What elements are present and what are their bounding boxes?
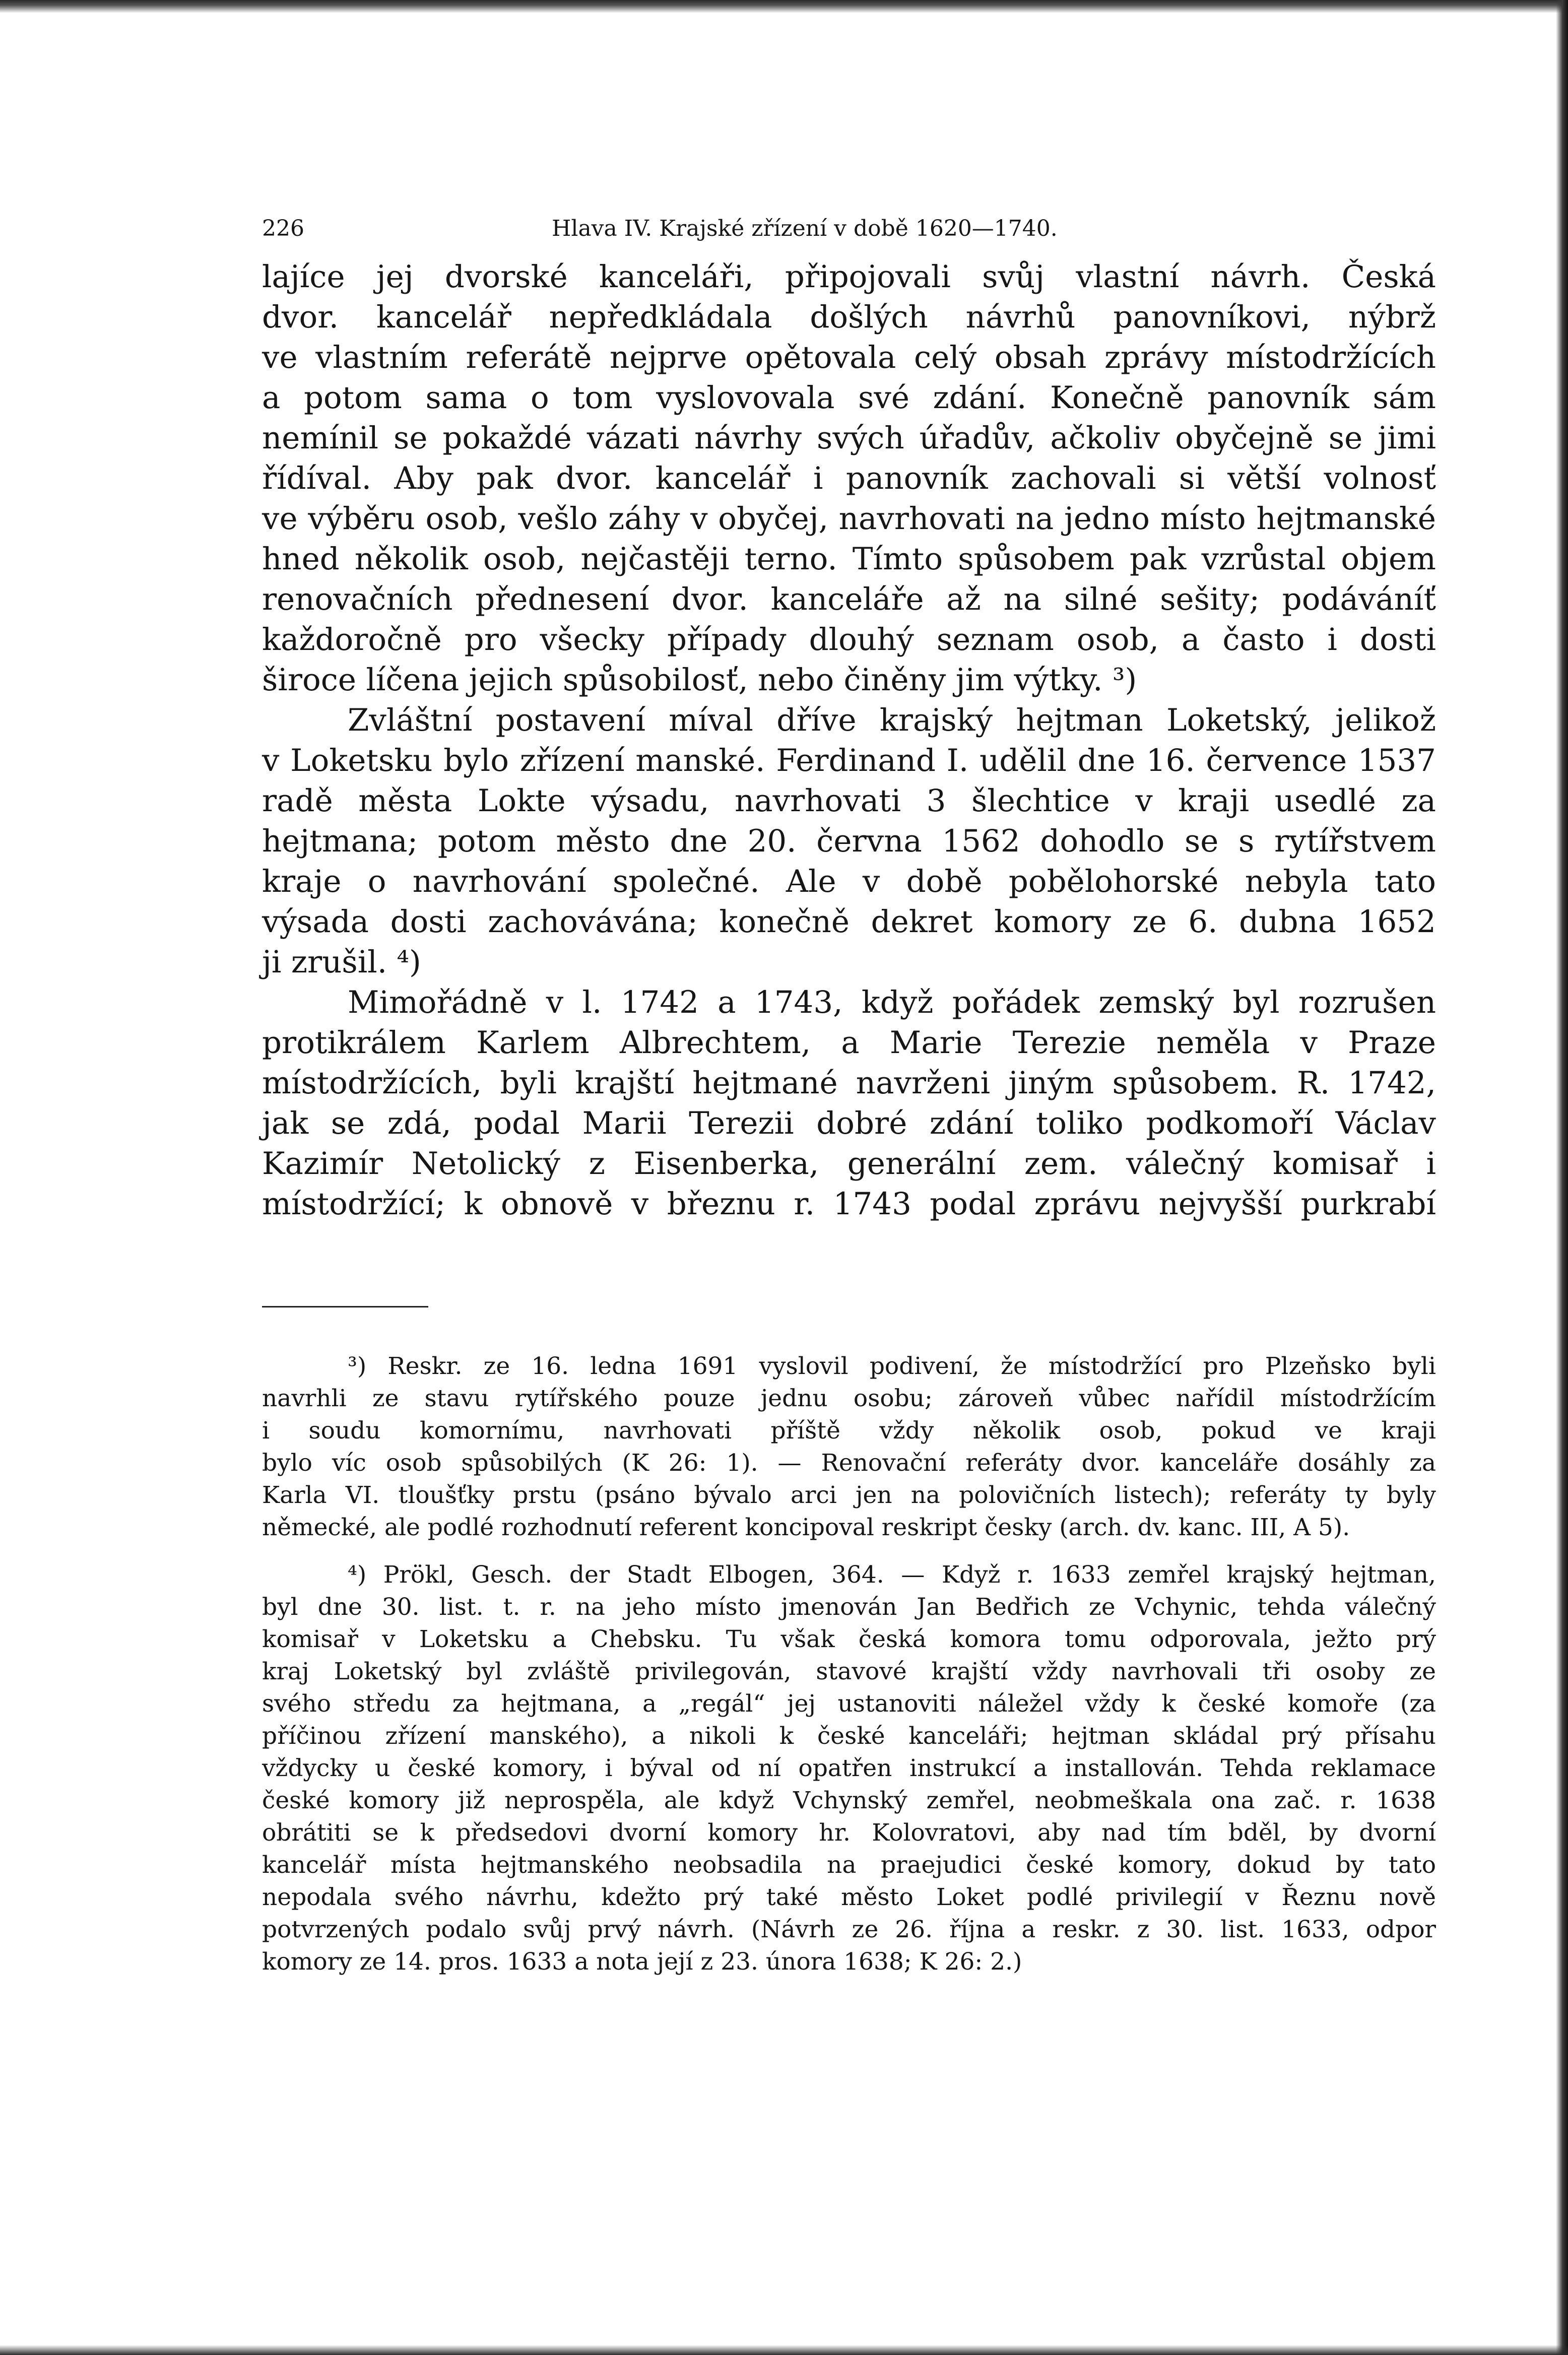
footnote-line: byl dne 30. list. t. r. na jeho místo jmenován Jan Bedřich ze Vchynic, tehda válečný (262, 1593, 1436, 1621)
footnote-line: nepodala svého návrhu, kdežto prý také město Loket podlé privilegií v Řeznu nově (262, 1883, 1436, 1911)
body-line: protikrálem Karlem Albrechtem, a Marie Terezie neměla v Praze (262, 1025, 1436, 1061)
footnote-line: bylo víc osob spůsobilých (K 26: 1). — Renovační referáty dvor. kanceláře dosáhly za (262, 1449, 1436, 1477)
body-line: ji zrušil. ⁴) (262, 944, 421, 980)
body-line: místodržící; k obnově v březnu r. 1743 podal zprávu nejvyšší purkrabí (262, 1186, 1436, 1222)
body-line: a potom sama o tom vyslovovala své zdání. Konečně panovník sám (262, 380, 1436, 416)
body-line: v Loketsku bylo zřízení manské. Ferdinand I. udělil dne 16. července 1537 (262, 743, 1436, 778)
body-text (262, 257, 1436, 1224)
footnote-line: kraj Loketský byl zvláště privilegován, stavové krajští vždy navrhovali tři osoby ze (262, 1658, 1436, 1685)
footnote-line: české komory již neprospěla, ale když Vchynský zemřel, neobmeškala ona zač. r. 1638 (262, 1787, 1436, 1814)
footnote-gap (262, 1544, 1436, 1559)
running-head (262, 216, 1436, 251)
body-line: kraje o navrhování společné. Ale v době pobělohorské nebyla tato (262, 864, 1436, 899)
footnote-line: komisař v Loketsku a Chebsku. Tu však česká komora tomu odporovala, ježto prý (262, 1625, 1436, 1653)
body-line: místodržících, byli krajští hejtmané navrženi jiným spůsobem. R. 1742, (262, 1065, 1436, 1101)
body-line: Kazimír Netolický z Eisenberka, generální zem. válečný komisař i (262, 1146, 1436, 1182)
paragraph-start-line: Mimořádně v l. 1742 a 1743, když pořádek zemský byl rozrušen (348, 985, 1436, 1020)
footnote-line: Karla VI. tloušťky prstu (psáno bývalo arci jen na polovičních listech); referáty ty byly (262, 1481, 1436, 1509)
body-line: radě města Lokte výsadu, navrhovati 3 šlechtice v kraji usedlé za (262, 783, 1436, 819)
footnote-line: kancelář místa hejtmanského neobsadila na praejudici české komory, dokud by tato (262, 1851, 1436, 1879)
body-line: nemínil se pokaždé vázati návrhy svých úřadův, ačkoliv obyčejně se jimi (262, 420, 1436, 456)
footnote-line: komory ze 14. pros. 1633 a nota její z 23. února 1638; K 26: 2.) (262, 1948, 1022, 1976)
body-line: dvor. kancelář nepředkládala došlých návrhů panovníkovi, nýbrž (262, 299, 1436, 335)
body-line: ve výběru osob, vešlo záhy v obyčej, navrhovati na jedno místo hejtmanské (262, 501, 1436, 537)
body-line: ve vlastním referátě nejprve opětovala celý obsah zprávy místodržících (262, 340, 1436, 375)
footnote-line: navrhli ze stavu rytířského pouze jednu osobu; zároveň vůbec nařídil místodržícím (262, 1385, 1436, 1412)
body-line: hned několik osob, nejčastěji terno. Tímto spůsobem pak vzrůstal objem (262, 541, 1436, 577)
body-line: lajíce jej dvorské kanceláři, připojovali svůj vlastní návrh. Česká (262, 259, 1436, 295)
footnote-line: vždycky u české komory, i býval od ní opatřen instrukcí a installován. Tehda reklamace (262, 1754, 1436, 1782)
footnote-4-start: ⁴) Prökl, Gesch. der Stadt Elbogen, 364. — Když r. 1633 zemřel krajský hejtman, (348, 1561, 1436, 1589)
footnote-line: potvrzených podalo svůj prvý návrh. (Návrh ze 26. října a reskr. z 30. list. 1633, odpor (262, 1916, 1436, 1943)
footnote-line: i soudu komornímu, navrhovati příště vždy několik osob, pokud ve kraji (262, 1417, 1436, 1445)
footnote-line: obrátiti se k předsedovi dvorní komory hr. Kolovratovi, aby nad tím bděl, by dvorní (262, 1819, 1436, 1847)
body-line: řídíval. Aby pak dvor. kancelář i panovník zachovali si větší volnosť (262, 461, 1436, 496)
page-number: 226 (262, 216, 304, 241)
scan-edge-right (1556, 0, 1568, 2355)
footnote-line: německé, ale podlé rozhodnutí referent koncipoval reskript česky (arch. dv. kanc. III, A 5). (262, 1514, 1350, 1541)
body-line: každoročně pro všecky případy dlouhý seznam osob, a často i dosti (262, 622, 1436, 658)
body-line: jak se zdá, podal Marii Terezii dobré zdání toliko podkomoří Václav (262, 1105, 1436, 1141)
scan-edge-bottom (0, 2345, 1568, 2355)
footnote-line: příčinou zřízení manského), a nikoli k české kanceláři; hejtman skládal prý přísahu (262, 1722, 1436, 1750)
body-line: široce líčena jejich spůsobilosť, nebo činěny jim výtky. ³) (262, 662, 1137, 698)
body-line: výsada dosti zachovávána; konečně dekret komory ze 6. dubna 1652 (262, 904, 1436, 940)
footnotes (262, 1350, 1436, 1978)
footnote-3-start: ³) Reskr. ze 16. ledna 1691 vyslovil podivení, že místodržící pro Plzeňsko byli (348, 1352, 1436, 1380)
chapter-title: Hlava IV. Krajské zřízení v době 1620—1740. (552, 216, 1058, 241)
paragraph-start-line: Zvláštní postavení míval dříve krajský hejtman Loketský, jelikož (348, 702, 1436, 738)
body-line: renovačních přednesení dvor. kanceláře až na silné sešity; podáváníť (262, 581, 1436, 617)
footnote-divider (262, 1306, 428, 1307)
scan-edge-top (0, 0, 1568, 13)
body-line: hejtmana; potom město dne 20. června 1562 dohodlo se s rytířstvem (262, 823, 1436, 859)
footnote-line: svého středu za hejtmana, a „regál“ jej ustanoviti náležel vždy k české komoře (za (262, 1690, 1436, 1718)
